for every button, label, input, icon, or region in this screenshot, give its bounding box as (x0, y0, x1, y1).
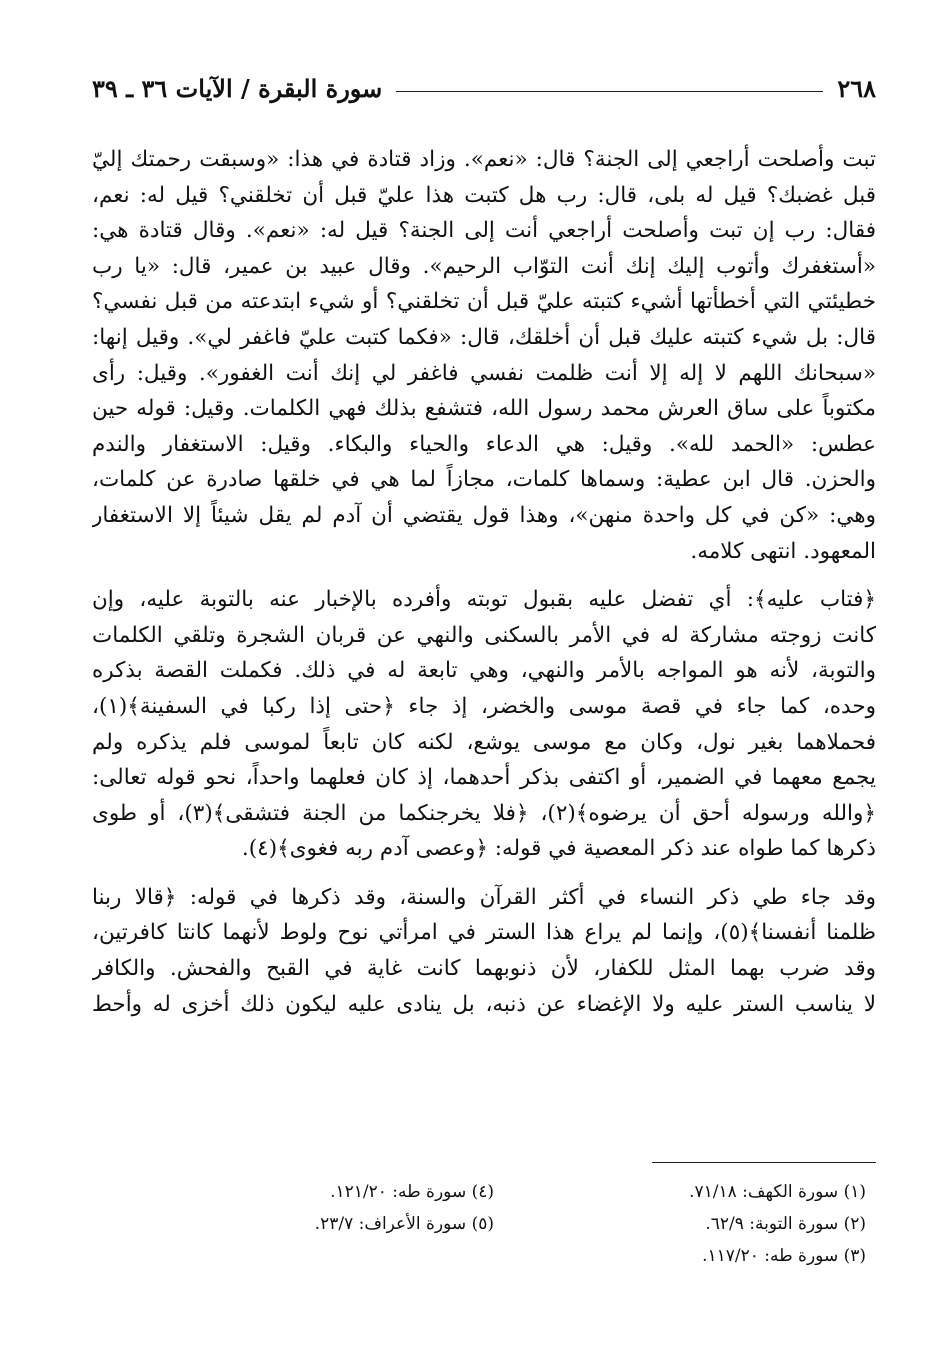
text-line: فقال: رب إن تبت وأصلحت أراجعي أنت إلى الجنة؟ قيل له: «نعم». وقال قتادة هي: (92, 218, 876, 244)
page-number: ٢٦٨ (837, 73, 876, 103)
footnote: (١) سورة الكهف: ٧١/١٨. (689, 1182, 866, 1202)
text-line: ﴿فتاب عليه﴾: أي تفضل عليه بقبول توبته وأفرده بالإخبار عنه بالتوبة عليه، وإن (92, 587, 876, 613)
text-line: وحده، كما جاء في قصة موسى والخضر، إذ جاء ﴿حتى إذا ركبا في السفينة﴾(١)، (92, 693, 876, 719)
page-header (92, 70, 876, 106)
text-line: «أستغفرك وأتوب إليك إنك أنت التوّاب الرحيم». وقال عبيد بن عمير، قال: «يا رب (92, 253, 876, 279)
text-line: خطيئتي التي أخطأتها أشيء كتبته عليّ قبل أن تخلقني؟ أو شيء ابتدعته من قبل نفسي؟ (92, 289, 876, 315)
text-line: والحزن. قال ابن عطية: وسماها كلمات، مجازاً لما هي في خلقها صادرة عن كلمات، (92, 467, 876, 493)
text-line: ظلمنا أنفسنا﴾(٥)، وإنما لم يراع هذا الستر في امرأتي نوح ولوط لأنهما كانتا كافرتين، (92, 920, 876, 946)
text-line: ﴿والله ورسوله أحق أن يرضوه﴾(٢)، ﴿فلا يخرجنكما من الجنة فتشقى﴾(٣)، أو طوى (92, 800, 876, 826)
text-line: وقد ضرب بهما المثل للكفار، لأن ذنوبهما كانت غاية في القبح والفحش. والكافر (92, 956, 876, 982)
footnote: (٥) سورة الأعراف: ٢٣/٧. (314, 1214, 494, 1234)
text-line: ذكرها كما طواه عند ذكر المعصية في قوله: ﴿وعصى آدم ربه فغوى﴾(٤). (241, 836, 876, 862)
body-text (92, 142, 876, 1022)
text-line: قال: بل شيء كتبته عليك قبل أن أخلقك، قال: «فكما كتبت عليّ فاغفر لي». وقيل إنها: (92, 324, 876, 350)
footnote: (٣) سورة طه: ١١٧/٢٠. (702, 1246, 866, 1266)
header-rule (396, 91, 823, 92)
text-line: يجمع معهما في الضمير، أو اكتفى بذكر أحدهما، إذ كان فعلهما واحداً، نحو قوله تعالى: (92, 765, 876, 791)
paragraph (92, 142, 876, 569)
text-line: المعهود. انتهى كلامه. (690, 538, 876, 564)
footnotes (92, 1178, 876, 1278)
paragraph (92, 880, 876, 1022)
text-line: «سبحانك اللهم لا إله إلا أنت ظلمت نفسي فاغفر لي إنك أنت الغفور». وقيل: رأى (92, 360, 876, 386)
text-line: لا يناسب الستر عليه ولا الإغضاء عن ذنبه، بل ينادى عليه ليكون ذلك أخزى له وأحط (92, 991, 876, 1017)
text-line: وقد جاء طي ذكر النساء في أكثر القرآن والسنة، وقد ذكرها في قوله: ﴿قالا ربنا (92, 884, 876, 910)
text-line: عطس: «الحمد لله». وقيل: هي الدعاء والحياء والبكاء. وقيل: الاستغفار والندم (92, 431, 876, 457)
running-title: سورة البقرة / الآيات ٣٦ ـ ٣٩ (92, 73, 383, 103)
text-line: قبل غضبك؟ قيل له بلى، قال: رب هل كتبت هذا عليّ قبل أن تخلقني؟ قيل له: نعم، (92, 182, 876, 208)
paragraph (92, 582, 876, 867)
text-line: تبت وأصلحت أراجعي إلى الجنة؟ قال: «نعم». وزاد قتادة في هذا: «وسبقت رحمتك إليّ (92, 147, 876, 172)
text-line: مكتوباً على ساق العرش محمد رسول الله، فتشفع بذلك فهي الكلمات. وقيل: قوله حين (92, 396, 876, 422)
footnote: (٤) سورة طه: ١٢١/٢٠. (330, 1182, 494, 1202)
text-line: فحملاهما بغير نول، وكان مع موسى يوشع، لكنه كان تابعاً لموسى فلم يذكره ولم (92, 729, 876, 755)
text-line: والتوبة، لأنه هو المواجه بالأمر والنهي، وهي تابعة له في ذلك. فكملت القصة بذكره (92, 658, 876, 684)
text-line: كانت زوجته مشاركة له في الأمر بالسكنى والنهي عن قربان الشجرة وتلقي الكلمات (92, 622, 876, 648)
footnote-rule (652, 1162, 876, 1163)
footnote: (٢) سورة التوبة: ٦٢/٩. (705, 1214, 866, 1234)
text-line: وهي: «كن في كل واحدة منهن»، وهذا قول يقتضي أن آدم لم يقل شيئاً إلا الاستغفار (92, 502, 876, 528)
